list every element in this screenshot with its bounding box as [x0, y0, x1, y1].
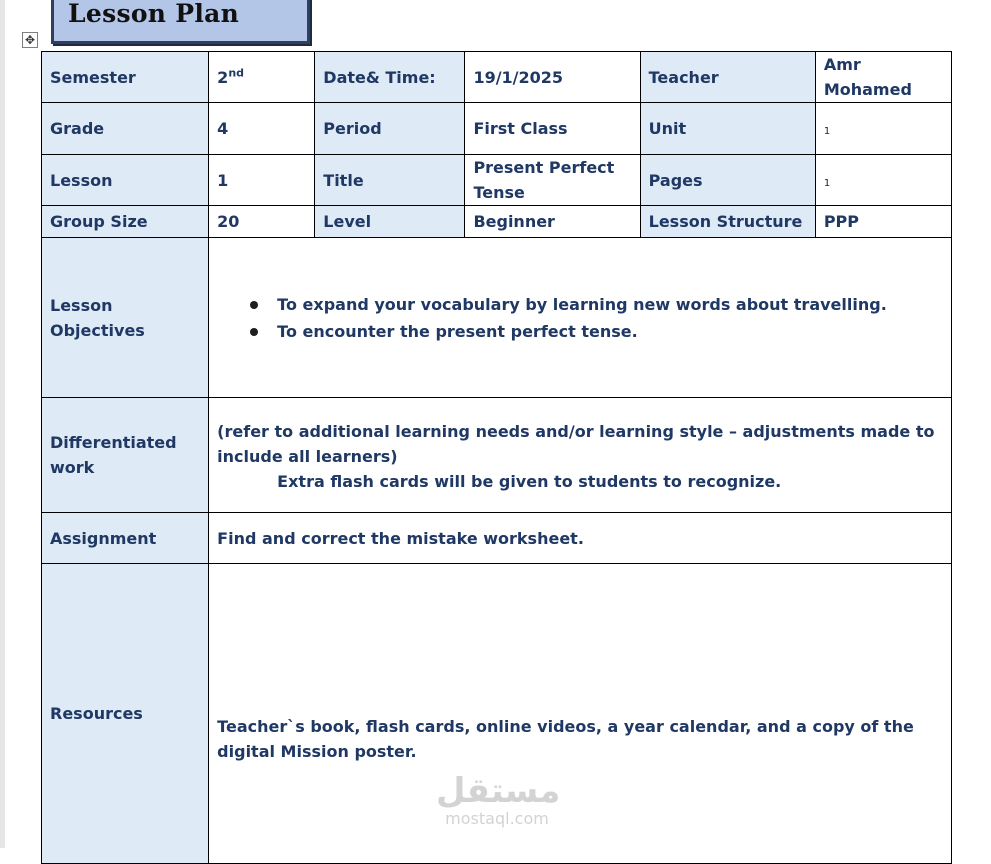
document-title: Lesson Plan — [68, 0, 240, 28]
period-value[interactable]: First Class — [465, 103, 640, 155]
lesson-objectives-label: Lesson Objectives — [42, 238, 209, 398]
grade-label: Grade — [42, 103, 209, 155]
lesson-structure-label: Lesson Structure — [640, 206, 815, 238]
assignment-label: Assignment — [42, 513, 209, 564]
semester-label: Semester — [42, 52, 209, 103]
table-row — [42, 564, 952, 864]
table-row — [42, 206, 952, 238]
objectives-list — [217, 291, 943, 345]
resources-cell[interactable]: Teacher`s book, flash cards, online videos, a year calendar, and a copy of the digital Mission poster. — [209, 564, 952, 864]
semester-superscript: nd — [228, 66, 245, 80]
list-item: To encounter the present perfect tense. — [277, 318, 943, 345]
lesson-structure-value[interactable]: PPP — [815, 206, 951, 238]
title-value[interactable]: Present Perfect Tense — [465, 155, 640, 206]
table-row — [42, 103, 952, 155]
lesson-label: Lesson — [42, 155, 209, 206]
table-row — [42, 238, 952, 398]
lesson-objectives-cell[interactable] — [209, 238, 952, 398]
table-row — [42, 513, 952, 564]
differentiated-note: (refer to additional learning needs and/or learning style – adjustments made to include all learners) — [217, 421, 935, 466]
title-label: Title — [315, 155, 465, 206]
pages-label: Pages — [640, 155, 815, 206]
unit-value[interactable]: 1 — [815, 103, 951, 155]
date-value[interactable]: 19/1/2025 — [465, 52, 640, 103]
watermark-latin: mostaql.com — [445, 809, 549, 828]
date-label: Date& Time: — [315, 52, 465, 103]
lesson-value[interactable]: 1 — [209, 155, 315, 206]
group-size-value[interactable]: 20 — [209, 206, 315, 238]
semester-value[interactable]: 2nd — [209, 52, 315, 103]
differentiated-work-label: Differentiated work — [42, 398, 209, 513]
assignment-cell[interactable]: Find and correct the mistake worksheet. — [209, 513, 952, 564]
watermark-arabic: مستقل — [436, 771, 561, 811]
title-banner — [51, 0, 310, 44]
resources-label: Resources — [42, 564, 209, 864]
table-row — [42, 398, 952, 513]
grade-value[interactable]: 4 — [209, 103, 315, 155]
differentiated-work-cell[interactable] — [209, 398, 952, 513]
list-item: To expand your vocabulary by learning new words about travelling. — [277, 291, 943, 318]
lesson-plan-table — [41, 51, 952, 864]
table-row — [42, 52, 952, 103]
page-left-margin — [0, 0, 5, 848]
period-label: Period — [315, 103, 465, 155]
differentiated-text: Extra flash cards will be given to students to recognize. — [277, 471, 782, 491]
teacher-label: Teacher — [640, 52, 815, 103]
group-size-label: Group Size — [42, 206, 209, 238]
pages-value[interactable]: 1 — [815, 155, 951, 206]
table-row — [42, 155, 952, 206]
unit-label: Unit — [640, 103, 815, 155]
level-label: Level — [315, 206, 465, 238]
teacher-value[interactable]: Amr Mohamed — [815, 52, 951, 103]
level-value[interactable]: Beginner — [465, 206, 640, 238]
table-move-handle-icon[interactable]: ✥ — [22, 32, 38, 48]
